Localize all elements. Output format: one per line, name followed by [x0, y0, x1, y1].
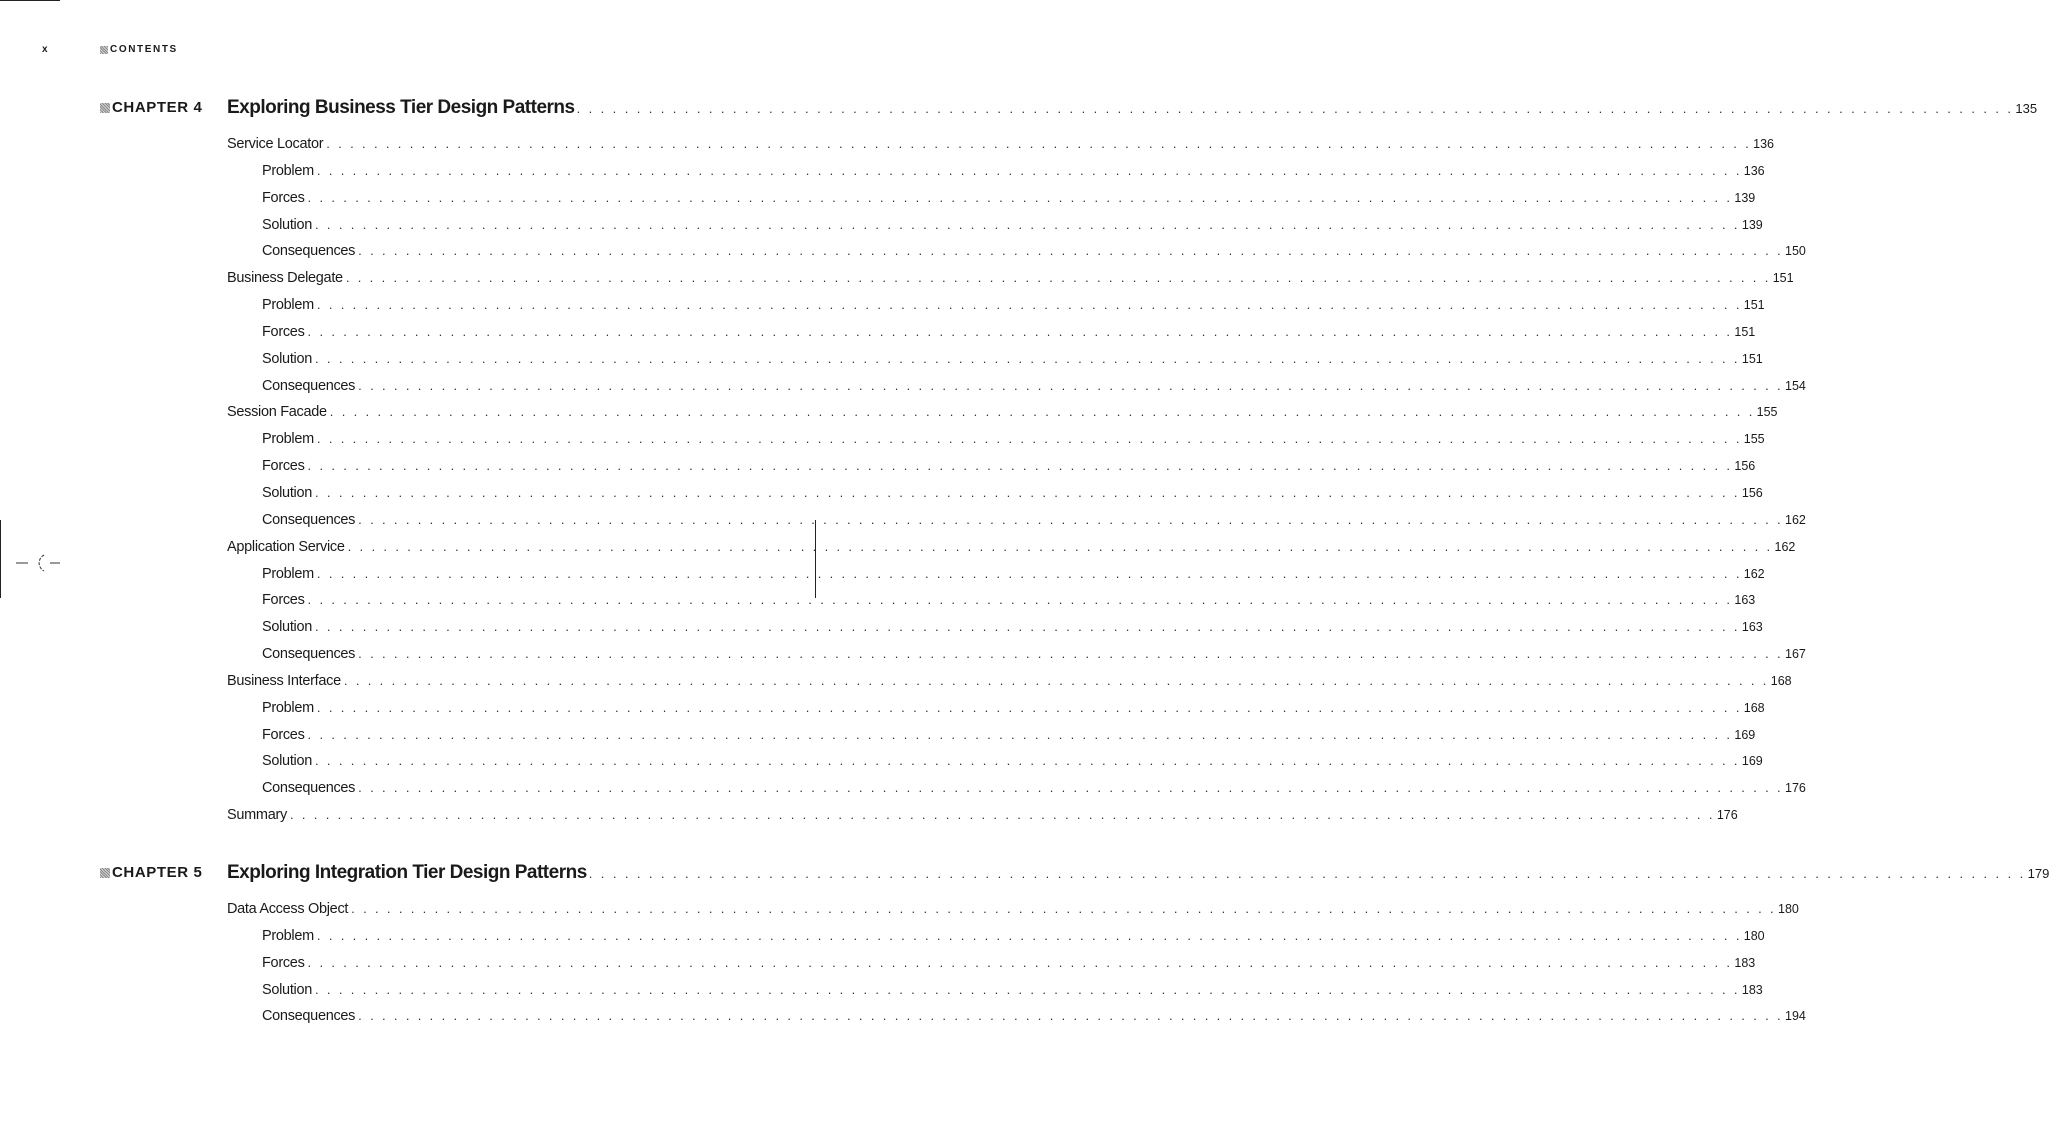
entry-page-number: 194	[1785, 1009, 1806, 1024]
entry-page-number: 176	[1785, 781, 1806, 796]
square-bullet-icon	[100, 46, 108, 54]
dot-leader: . . . . . . . . . . . . . . . . . . . . . . . . . . . . . . . . . . . . . . . . . . . . . . . . . . . . . . . . . . . . . . . . . . . . . . . . . . . . . . . . . . . . . . . . . . . . . . . . . . . . . . . . . . . . . . . . . . . . . . . .	[307, 954, 1733, 970]
chapter-page-number: 179	[2027, 866, 2049, 881]
toc-subentry[interactable]	[227, 484, 1763, 512]
entry-title: Solution	[262, 619, 312, 636]
entry-page-number: 169	[1741, 754, 1763, 769]
toc-entry[interactable]	[227, 270, 1794, 297]
entry-page-number: 162	[1785, 512, 1806, 527]
entry-title: Solution	[262, 981, 312, 998]
toc-subentry[interactable]	[227, 726, 1756, 754]
entry-title: Problem	[262, 699, 314, 716]
entry-title: Solution	[262, 484, 312, 501]
toc-entry[interactable]	[227, 672, 1792, 700]
entry-page-number: 136	[1743, 163, 1765, 178]
entry-title: Data Access Object	[227, 901, 349, 917]
toc-subentry[interactable]	[227, 189, 1756, 217]
chapter-title-line[interactable]	[227, 97, 2038, 119]
square-bullet-icon	[100, 103, 110, 113]
entry-title: Solution	[262, 753, 312, 770]
entry-page-number: 155	[1743, 432, 1765, 447]
dot-leader: . . . . . . . . . . . . . . . . . . . . . . . . . . . . . . . . . . . . . . . . . . . . . . . . . . . . . . . . . . . . . . . . . . . . . . . . . . . . . . . . . . . . . . . . . . . . . . . . . . . . . . . . . . . . . . . . . . . . . . . .	[358, 780, 1784, 796]
dot-leader: . . . . . . . . . . . . . . . . . . . . . . . . . . . . . . . . . . . . . . . . . . . . . . . . . . . . . . . . . . . . . . . . . . . . . . . . . . . . . . . . . . . . . . . . . . . . . . . . . . . . . . . . . . . . . . . . . . . . . . . .	[315, 350, 1740, 366]
chapter-title: Exploring Business Tier Design Patterns	[227, 97, 575, 118]
toc-subentry[interactable]	[227, 1008, 1806, 1035]
crop-mark-left	[0, 520, 1, 598]
entry-page-number: 180	[1778, 902, 1799, 916]
toc-entry[interactable]	[227, 807, 1738, 834]
dot-leader: . . . . . . . . . . . . . . . . . . . . . . . . . . . . . . . . . . . . . . . . . . . . . . . . . . . . . . . . . . . . . . . . . . . . . . . . . . . . . . . . . . . . . . . . . . . . . . . . . . . . . . . . . . . . . . . . . . . . . . . .	[289, 807, 1715, 823]
entry-page-number: 162	[1743, 566, 1765, 581]
dot-leader: . . . . . . . . . . . . . . . . . . . . . . . . . . . . . . . . . . . . . . . . . . . . . . . . . . . . . . . . . . . . . . . . . . . . . . . . . . . . . . . . . . . . . . . . . . . . . . . . . . . . . . . . . . . . . . . . . . . . . . . .	[307, 726, 1733, 742]
entry-page-number: 167	[1785, 647, 1806, 662]
entry-title: Consequences	[262, 511, 356, 528]
entry-title: Consequences	[262, 646, 356, 663]
dot-leader: . . . . . . . . . . . . . . . . . . . . . . . . . . . . . . . . . . . . . . . . . . . . . . . . . . . . . . . . . . . . . . . . . . . . . . . . . . . . . . . . . . . . . . . . . . . . . . . . . . . . . . . . . . . . . . . . . . . . . . . .	[316, 699, 1742, 715]
crop-mark-right	[815, 520, 816, 598]
entry-page-number: 154	[1785, 378, 1806, 393]
toc-subentry[interactable]	[227, 565, 1765, 593]
entry-title: Solution	[262, 216, 312, 233]
entry-page-number: 155	[1756, 405, 1778, 420]
entry-title: Problem	[262, 565, 314, 582]
dot-leader: . . . . . . . . . . . . . . . . . . . . . . . . . . . . . . . . . . . . . . . . . . . . . . . . . . . . . . . . . . . . . . . . . . . . . . . . . . . . . . . . . . . . . . . . . . . . . . . . . . . . . . . . . . . . . . . . . . . . . . . .	[315, 216, 1740, 232]
dot-leader: . . . . . . . . . . . . . . . . . . . . . . . . . . . . . . . . . . . . . . . . . . . . . . . . . . . . . . . . . . . . . . . . . . . . . . . . . . . . . . . . . . . . . . . . . . . . . . . . . . . . . . . . . . . . . . . . . . . . . . . .	[351, 901, 1777, 916]
entry-title: Service Locator	[227, 136, 324, 152]
toc-entry[interactable]	[227, 901, 1799, 928]
toc-subentry[interactable]	[227, 927, 1765, 955]
entry-title: Consequences	[262, 1008, 356, 1025]
toc-subentry[interactable]	[227, 699, 1765, 727]
crop-mark-top	[0, 0, 60, 3]
entry-page-number: 162	[1774, 539, 1796, 554]
entry-page-number: 176	[1716, 808, 1738, 823]
entry-title: Session Facade	[227, 404, 327, 421]
entry-page-number: 156	[1741, 485, 1763, 500]
dot-leader: . . . . . . . . . . . . . . . . . . . . . . . . . . . . . . . . . . . . . . . . . . . . . . . . . . . . . . . . . . . . . . . . . . . . . . . . . . . . . . . . . . . . . . . . . . . . . . . . . . . . . . . . . . . . . . . . . . . . . . . .	[307, 592, 1733, 608]
chapter-title-line[interactable]	[227, 862, 2049, 884]
entry-page-number: 183	[1734, 955, 1756, 970]
toc-entry[interactable]	[227, 404, 1778, 431]
dot-leader: . . . . . . . . . . . . . . . . . . . . . . . . . . . . . . . . . . . . . . . . . . . . . . . . . . . . . . . . . . . . . . . . . . . . . . . . . . . . . . . . . . . . . . . . . . . . . . . . . . . . . . . . . . . . . . . . . . . . . . . .	[343, 672, 1769, 688]
dot-leader: . . . . . . . . . . . . . . . . . . . . . . . . . . . . . . . . . . . . . . . . . . . . . . . . . . . . . . . . . . . . . . . . . . . . . . . . . . . . . . . . . . . . . . . . . . . . . . . . . . . . . . . . . . . . . . . . . . . . . . . .	[315, 753, 1740, 769]
entry-title: Forces	[262, 458, 305, 475]
entry-page-number: 156	[1734, 459, 1756, 474]
entry-page-number: 168	[1770, 673, 1792, 688]
entry-title: Forces	[262, 323, 305, 340]
entry-title: Solution	[262, 350, 312, 367]
entry-title: Business Delegate	[227, 270, 343, 287]
dot-leader: . . . . . . . . . . . . . . . . . . . . . . . . . . . . . . . . . . . . . . . . . . . . . . . . . . . . . . . . . . . . . . . . . . . . . . . . . . . . . . . . . . . . . . . . . . . . . . . . . . . . . . . . . . . . . . . . . . . . . . . .	[358, 1008, 1784, 1024]
dot-leader: . . . . . . . . . . . . . . . . . . . . . . . . . . . . . . . . . . . . . . . . . . . . . . . . . . . . . . . . . . . . . . . . . . . . . . . . . . . . . . . . . . . . . . . . . . . . . . . . . . . . . . . . . . . . . . . . . . . . . . . .	[316, 565, 1742, 581]
toc-subentry[interactable]	[227, 216, 1763, 244]
dot-leader: . . . . . . . . . . . . . . . . . . . . . . . . . . . . . . . . . . . . . . . . . . . . . . . . . . . . . . . . . . . . . . . . . . . . . . . . . . . . . . . . . . . . . . . . . . . . . . . . . . . . . . . . . . . . . . . . . . . . . . . .	[315, 484, 1740, 500]
running-head	[42, 44, 178, 55]
toc-entry[interactable]	[227, 538, 1796, 566]
entry-page-number: 169	[1734, 727, 1756, 742]
dot-leader: . . . . . . . . . . . . . . . . . . . . . . . . . . . . . . . . . . . . . . . . . . . . . . . . . . . . . . . . . . . . . . . . . . . . . . . . . . . . . . . . . . . . . . . . . . . . . . . . . . . . . . . . . . . . . . . . . . . . . . . .	[316, 162, 1742, 178]
toc-subentry[interactable]	[227, 511, 1806, 539]
entry-title: Consequences	[262, 243, 356, 260]
dot-leader: . . . . . . . . . . . . . . . . . . . . . . . . . . . . . . . . . . . . . . . . . . . . . . . . . . . . . . . . . . . . . . . . . . . . . . . . . . . . . . . . . . . . . . . . . . . . . . . . . . . . . . . . . . . . . . . . . . . . . . . .	[358, 511, 1784, 527]
entry-title: Summary	[227, 807, 287, 824]
entry-page-number: 139	[1734, 190, 1756, 205]
toc-entries	[227, 901, 1806, 1035]
chapter-section	[100, 862, 2049, 1025]
entry-title: Business Interface	[227, 672, 341, 689]
dot-leader: . . . . . . . . . . . . . . . . . . . . . . . . . . . . . . . . . . . . . . . . . . . . . . . . . . . . . . . . . . . . . . . . . . . . . . . . . . . . . . . . . . . . . . . . . . . . . . . . . . . . . . . . . . . . . . . . . . . . . . . .	[315, 981, 1740, 997]
entry-page-number: 163	[1741, 620, 1763, 635]
dot-leader: . . . . . . . . . . . . . . . . . . . . . . . . . . . . . . . . . . . . . . . . . . . . . . . . . . . . . . . . . . . . . . . . . . . . . . . . . . . . . . . . . . . . . . . . . . . . . . . . . . . . . . . . . . . . . . . . . . . . . . . .	[316, 297, 1742, 313]
entry-title: Forces	[262, 726, 305, 743]
entry-page-number: 151	[1772, 271, 1794, 286]
entry-page-number: 168	[1743, 700, 1765, 715]
entry-page-number: 151	[1743, 298, 1765, 313]
toc-subentry[interactable]	[227, 350, 1763, 378]
dot-leader: . . . . . . . . . . . . . . . . . . . . . . . . . . . . . . . . . . . . . . . . . . . . . . . . . . . . . . . . . . . . . . . . . . . . . . . . . . . . . . . . . . . . . . . . . . . . . . . . . . . . . . . . . . . . . . . . . . . . . . . .	[345, 270, 1771, 286]
dot-leader: . . . . . . . . . . . . . . . . . . . . . . . . . . . . . . . . . . . . . . . . . . . . . . . . . . . . . . . . . . . . . . . . . . . . . . . . . . . . . . . . . . . . . . . . . . . . . . . . . . . . . . . . . . . . . . . . . . . . . . . .	[588, 866, 2026, 881]
entry-title: Problem	[262, 297, 314, 314]
toc-subentry[interactable]	[227, 646, 1806, 673]
dot-leader: . . . . . . . . . . . . . . . . . . . . . . . . . . . . . . . . . . . . . . . . . . . . . . . . . . . . . . . . . . . . . . . . . . . . . . . . . . . . . . . . . . . . . . . . . . . . . . . . . . . . . . . . . . . . . . . . . . . . . . . .	[358, 646, 1784, 662]
dot-leader: . . . . . . . . . . . . . . . . . . . . . . . . . . . . . . . . . . . . . . . . . . . . . . . . . . . . . . . . . . . . . . . . . . . . . . . . . . . . . . . . . . . . . . . . . . . . . . . . . . . . . . . . . . . . . . . . . . . . . . . .	[316, 927, 1742, 943]
chapter-label: CHAPTER 5	[100, 864, 202, 881]
entry-page-number: 150	[1785, 244, 1806, 259]
entry-title: Problem	[262, 431, 314, 448]
page-number: x	[42, 44, 50, 55]
toc-subentry[interactable]	[227, 377, 1806, 405]
chapter-heading	[100, 97, 2038, 123]
toc-subentry[interactable]	[227, 323, 1756, 351]
dot-leader: . . . . . . . . . . . . . . . . . . . . . . . . . . . . . . . . . . . . . . . . . . . . . . . . . . . . . . . . . . . . . . . . . . . . . . . . . . . . . . . . . . . . . . . . . . . . . . . . . . . . . . . . . . . . . . . . . . . . . . . .	[315, 619, 1740, 635]
toc-subentry[interactable]	[227, 243, 1806, 270]
dot-leader: . . . . . . . . . . . . . . . . . . . . . . . . . . . . . . . . . . . . . . . . . . . . . . . . . . . . . . . . . . . . . . . . . . . . . . . . . . . . . . . . . . . . . . . . . . . . . . . . . . . . . . . . . . . . . . . . . . . . . . . .	[307, 458, 1733, 474]
square-bullet-icon	[100, 868, 110, 878]
chapter-section	[100, 97, 2038, 824]
toc-entry[interactable]	[227, 136, 1774, 163]
chapter-label: CHAPTER 4	[100, 99, 202, 116]
toc-subentry[interactable]	[227, 753, 1763, 780]
dot-leader: . . . . . . . . . . . . . . . . . . . . . . . . . . . . . . . . . . . . . . . . . . . . . . . . . . . . . . . . . . . . . . . . . . . . . . . . . . . . . . . . . . . . . . . . . . . . . . . . . . . . . . . . . . . . . . . . . . . . . . . .	[307, 323, 1733, 339]
entry-page-number: 183	[1741, 982, 1763, 997]
chapter-title: Exploring Integration Tier Design Patterns	[227, 862, 587, 883]
toc-subentry[interactable]	[227, 458, 1756, 485]
entry-title: Problem	[262, 927, 314, 944]
dot-leader: . . . . . . . . . . . . . . . . . . . . . . . . . . . . . . . . . . . . . . . . . . . . . . . . . . . . . . . . . . . . . . . . . . . . . . . . . . . . . . . . . . . . . . . . . . . . . . . . . . . . . . . . . . . . . . . . . . . . . . . .	[316, 431, 1742, 447]
toc-subentry[interactable]	[227, 431, 1765, 458]
entry-page-number: 151	[1734, 324, 1756, 339]
entry-page-number: 136	[1753, 137, 1774, 151]
toc-entries	[227, 136, 1806, 834]
dot-leader: . . . . . . . . . . . . . . . . . . . . . . . . . . . . . . . . . . . . . . . . . . . . . . . . . . . . . . . . . . . . . . . . . . . . . . . . . . . . . . . . . . . . . . . . . . . . . . . . . . . . . . . . . . . . . . . . . . . . . . . .	[347, 538, 1773, 554]
entry-page-number: 180	[1743, 928, 1765, 943]
dot-leader: . . . . . . . . . . . . . . . . . . . . . . . . . . . . . . . . . . . . . . . . . . . . . . . . . . . . . . . . . . . . . . . . . . . . . . . . . . . . . . . . . . . . . . . . . . . . . . . . . . . . . . . . . . . . . . . . . . . . . . . .	[326, 136, 1752, 151]
chapter-heading	[100, 862, 2049, 888]
toc-subentry[interactable]	[227, 780, 1806, 807]
entry-page-number: 139	[1741, 217, 1763, 232]
entry-title: Problem	[262, 162, 314, 179]
toc-subentry[interactable]	[227, 619, 1763, 646]
entry-title: Forces	[262, 189, 305, 206]
entry-title: Application Service	[227, 538, 345, 555]
toc-subentry[interactable]	[227, 981, 1763, 1009]
entry-title: Forces	[262, 592, 305, 609]
entry-page-number: 151	[1741, 351, 1763, 366]
running-head-title: CONTENTS	[100, 44, 178, 55]
entry-page-number: 163	[1734, 593, 1756, 608]
dot-leader: . . . . . . . . . . . . . . . . . . . . . . . . . . . . . . . . . . . . . . . . . . . . . . . . . . . . . . . . . . . . . . . . . . . . . . . . . . . . . . . . . . . . . . . . . . . . . . . . . . . . . . . . . . . . . . . . . . . . . . . .	[307, 189, 1733, 205]
dot-leader: . . . . . . . . . . . . . . . . . . . . . . . . . . . . . . . . . . . . . . . . . . . . . . . . . . . . . . . . . . . . . . . . . . . . . . . . . . . . . . . . . . . . . . . . . . . . . . . . . . . . . . . . . . . . . . . . . . . . . . . .	[358, 243, 1784, 259]
dot-leader: . . . . . . . . . . . . . . . . . . . . . . . . . . . . . . . . . . . . . . . . . . . . . . . . . . . . . . . . . . . . . . . . . . . . . . . . . . . . . . . . . . . . . . . . . . . . . . . . . . . . . . . . . . . . . . . . . . . . . . . .	[358, 377, 1784, 393]
registration-mark-icon	[14, 549, 62, 577]
toc-subentry[interactable]	[227, 954, 1756, 982]
toc-subentry[interactable]	[227, 162, 1765, 190]
dot-leader: . . . . . . . . . . . . . . . . . . . . . . . . . . . . . . . . . . . . . . . . . . . . . . . . . . . . . . . . . . . . . . . . . . . . . . . . . . . . . . . . . . . . . . . . . . . . . . . . . . . . . . . . . . . . . . . . . . . . . . . .	[329, 404, 1755, 420]
dot-leader: . . . . . . . . . . . . . . . . . . . . . . . . . . . . . . . . . . . . . . . . . . . . . . . . . . . . . . . . . . . . . . . . . . . . . . . . . . . . . . . . . . . . . . . . . . . . . . . . . . . . . . . . . . . . . . . . . . . . . . . .	[576, 101, 2014, 116]
entry-title: Consequences	[262, 377, 356, 394]
entry-title: Consequences	[262, 780, 356, 797]
entry-title: Forces	[262, 954, 305, 971]
toc-subentry[interactable]	[227, 592, 1756, 619]
chapter-page-number: 135	[2015, 101, 2038, 116]
toc-subentry[interactable]	[227, 297, 1765, 324]
